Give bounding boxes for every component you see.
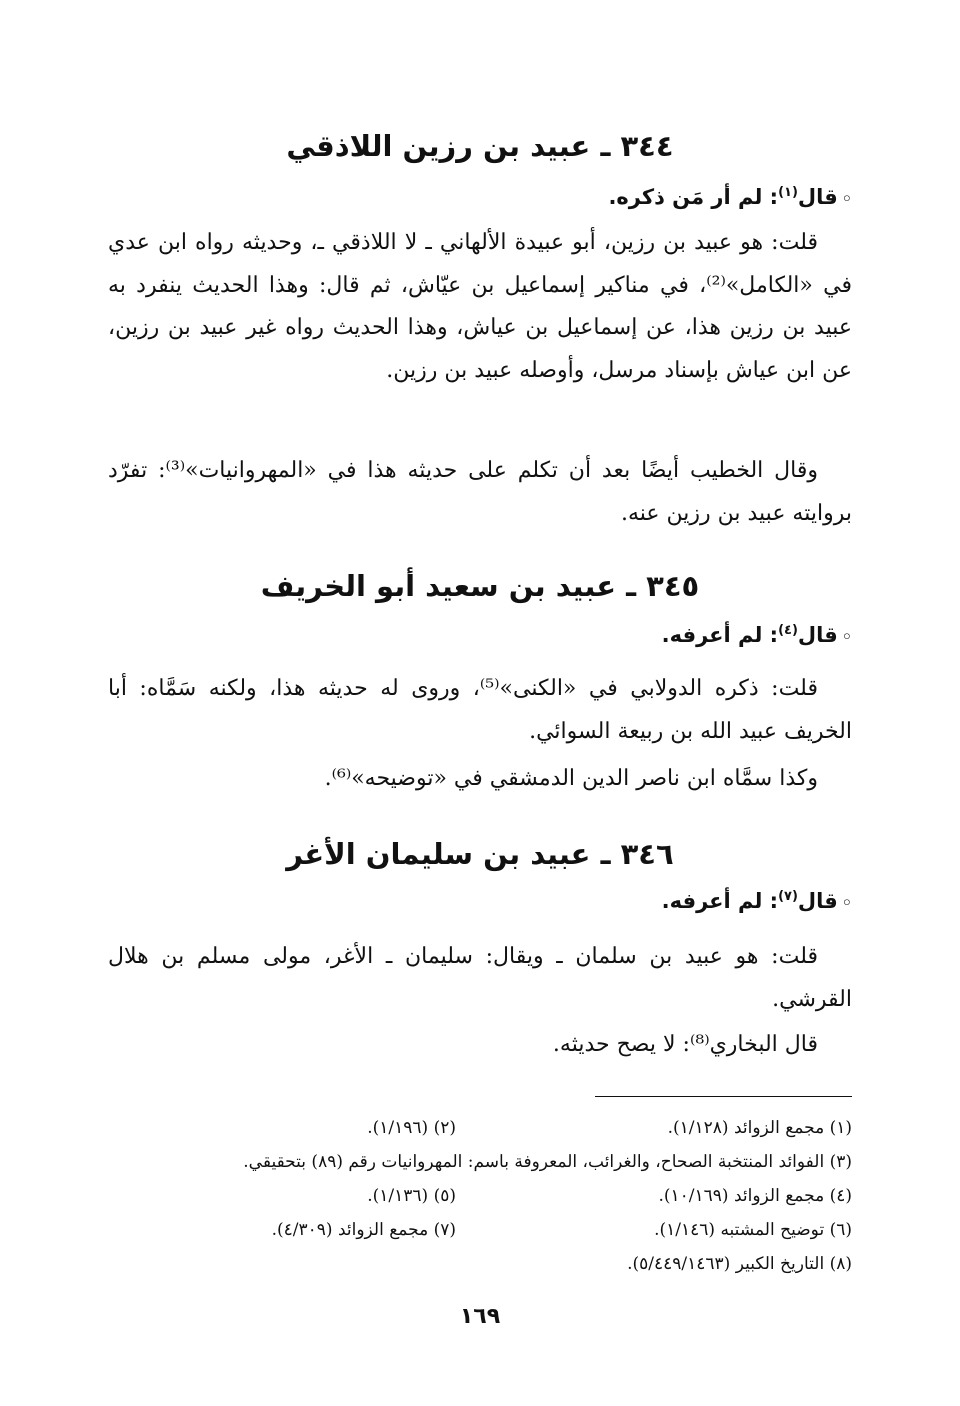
circle-bullet-icon: ◦: [841, 189, 852, 208]
entry-heading-344: ٣٤٤ ـ عبيد بن رزين اللاذقي: [286, 129, 674, 163]
footnote-ref: (١): [778, 185, 798, 200]
circle-bullet-icon: ◦: [841, 893, 852, 912]
footnote-3: (٣) الفوائد المنتخبة الصحاح، والغرائب، المعروفة باسم: المهروانيات رقم (٨٩) بتحقيقي.: [243, 1152, 852, 1172]
footnote-ref: (٧): [778, 889, 798, 904]
paragraph-346-2: قال البخاري⁽⁸⁾: لا يصح حديثه.: [552, 1032, 818, 1057]
paragraph-344-1: قلت: هو عبيد بن رزين، أبو عبيدة الألهاني ـ لا اللاذقي ـ، وحديثه رواه ابن عدي في «الكامل»⁽²⁾، في مناكير إسماعيل بن عيّاش، ثم قال: وهذا الحديث ينفرد به عبيد بن رزين هذا، عن إسماعيل بن عياش، وهذا الحديث رواه غير عبيد بن رزين، عن ابن عياش بإسناد مرسل، وأوصله عبيد بن رزين.: [108, 230, 852, 383]
entry-heading-345: ٣٤٥ ـ عبيد بن سعيد أبو الخريف: [260, 569, 700, 603]
qal-text: : لم أعرفه.: [661, 889, 779, 913]
qal-label: قال: [797, 889, 838, 913]
qal-label: قال: [797, 185, 838, 209]
entry-heading-346: ٣٤٦ ـ عبيد بن سليمان الأغر: [286, 837, 674, 871]
footnote-8: (٨) التاريخ الكبير (٥/٤٤٩/١٤٦٣).: [627, 1254, 852, 1274]
qal-line-344: [108, 180, 852, 216]
qal-line-345: [108, 618, 852, 654]
footnote-7: (٧) مجمع الزوائد (٤/٣٠٩).: [271, 1220, 456, 1240]
qal-label: قال: [797, 623, 838, 647]
qal-line-346: [108, 884, 852, 920]
footnote-separator: [595, 1096, 852, 1097]
paragraph-346-1: قلت: هو عبيد بن سلمان ـ ويقال: سليمان ـ الأغر، مولى مسلم بن هلال القرشي.: [108, 944, 852, 1012]
paragraph-345-2: وكذا سمَّاه ابن ناصر الدين الدمشقي في «توضيحه»⁽⁶⁾.: [324, 766, 818, 791]
circle-bullet-icon: ◦: [841, 627, 852, 646]
paragraph-344-2: وقال الخطيب أيضًا بعد أن تكلم على حديثه هذا في «المهروانيات»⁽³⁾: تفرّد بروايته عبيد بن رزين عنه.: [108, 458, 852, 526]
footnote-2: (٢) (١/١٩٦).: [367, 1118, 456, 1138]
footnote-1: (١) مجمع الزوائد (١/١٢٨).: [667, 1118, 852, 1138]
paragraph-345-1: قلت: ذكره الدولابي في «الكنى»⁽⁵⁾، وروى له حديثه هذا، ولكنه سَمَّاه: أبا الخريف عبيد الله بن ربيعة السوائي.: [108, 676, 852, 744]
qal-text: : لم أعرفه.: [661, 623, 779, 647]
footnote-6: (٦) توضيح المشتبه (١/١٤٦).: [654, 1220, 852, 1240]
footnote-4: (٤) مجمع الزوائد (١٠/١٦٩).: [658, 1186, 852, 1206]
footnote-ref: (٤): [778, 623, 798, 638]
page-number: ١٦٩: [459, 1304, 501, 1329]
qal-text: : لم أر مَن ذكره.: [608, 185, 779, 209]
footnote-5: (٥) (١/١٣٦).: [367, 1186, 456, 1206]
